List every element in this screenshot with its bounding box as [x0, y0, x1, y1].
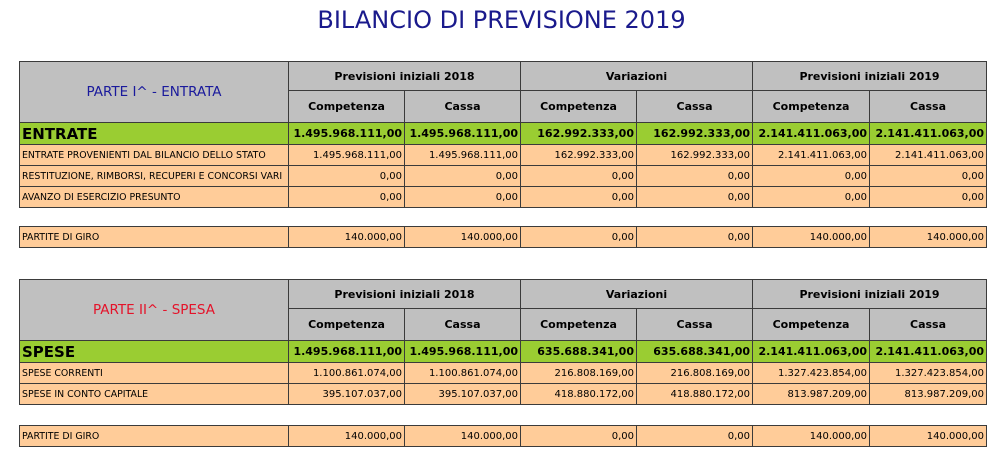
- cell-value: 140.000,00: [870, 227, 987, 248]
- cell-value: 2.141.411.063,00: [753, 341, 870, 363]
- cell-value: 140.000,00: [289, 227, 405, 248]
- cell-value: 0,00: [521, 166, 637, 187]
- cell-value: 0,00: [870, 166, 987, 187]
- row-label: RESTITUZIONE, RIMBORSI, RECUPERI E CONCORSI VARI: [20, 166, 289, 187]
- header-previsioni-2018: Previsioni iniziali 2018: [289, 280, 521, 309]
- page-title: BILANCIO DI PREVISIONE 2019: [317, 6, 686, 34]
- header-previsioni-2019: Previsioni iniziali 2019: [753, 62, 987, 91]
- cell-value: 0,00: [637, 426, 753, 447]
- cell-value: 0,00: [753, 187, 870, 208]
- cell-value: 2.141.411.063,00: [753, 145, 870, 166]
- row-label: PARTITE DI GIRO: [20, 426, 289, 447]
- header-cassa: Cassa: [637, 309, 753, 341]
- cell-value: 0,00: [637, 187, 753, 208]
- table-row: [20, 187, 987, 208]
- cell-value: 140.000,00: [870, 426, 987, 447]
- cell-value: 0,00: [637, 227, 753, 248]
- cell-value: 0,00: [521, 426, 637, 447]
- table-row: [20, 145, 987, 166]
- header-competenza: Competenza: [521, 91, 637, 123]
- header-cassa: Cassa: [870, 91, 987, 123]
- cell-value: 162.992.333,00: [521, 123, 637, 145]
- cell-value: 0,00: [289, 166, 405, 187]
- spesa-section-title: PARTE II^ - SPESA: [20, 280, 289, 341]
- cell-value: 216.808.169,00: [521, 363, 637, 384]
- cell-value: 0,00: [637, 166, 753, 187]
- cell-value: 395.107.037,00: [405, 384, 521, 405]
- partite-di-giro-row: [20, 227, 987, 248]
- cell-value: 1.100.861.074,00: [405, 363, 521, 384]
- cell-value: 216.808.169,00: [637, 363, 753, 384]
- row-label: SPESE: [20, 341, 289, 363]
- table-row: [20, 166, 987, 187]
- row-label: AVANZO DI ESERCIZIO PRESUNTO: [20, 187, 289, 208]
- cell-value: 0,00: [753, 166, 870, 187]
- cell-value: 1.100.861.074,00: [289, 363, 405, 384]
- header-previsioni-2018: Previsioni iniziali 2018: [289, 62, 521, 91]
- table-row: [20, 363, 987, 384]
- cell-value: 0,00: [870, 187, 987, 208]
- header-competenza: Competenza: [289, 91, 405, 123]
- cell-value: 1.327.423.854,00: [753, 363, 870, 384]
- header-cassa: Cassa: [405, 91, 521, 123]
- cell-value: 2.141.411.063,00: [870, 123, 987, 145]
- header-variazioni: Variazioni: [521, 62, 753, 91]
- cell-value: 635.688.341,00: [637, 341, 753, 363]
- cell-value: 1.495.968.111,00: [289, 123, 405, 145]
- header-competenza: Competenza: [753, 91, 870, 123]
- entrata-section-title: PARTE I^ - ENTRATA: [20, 62, 289, 123]
- cell-value: 2.141.411.063,00: [870, 145, 987, 166]
- cell-value: 0,00: [289, 187, 405, 208]
- header-competenza: Competenza: [289, 309, 405, 341]
- cell-value: 418.880.172,00: [521, 384, 637, 405]
- cell-value: 1.495.968.111,00: [289, 341, 405, 363]
- header-competenza: Competenza: [753, 309, 870, 341]
- cell-value: 140.000,00: [753, 227, 870, 248]
- cell-value: 140.000,00: [405, 227, 521, 248]
- cell-value: 1.495.968.111,00: [405, 341, 521, 363]
- row-label: SPESE CORRENTI: [20, 363, 289, 384]
- entrate-total-row: [20, 123, 987, 145]
- partite-di-giro-row: [20, 426, 987, 447]
- cell-value: 2.141.411.063,00: [870, 341, 987, 363]
- header-competenza: Competenza: [521, 309, 637, 341]
- row-label: ENTRATE: [20, 123, 289, 145]
- cell-value: 162.992.333,00: [521, 145, 637, 166]
- spese-total-row: [20, 341, 987, 363]
- row-label: SPESE IN CONTO CAPITALE: [20, 384, 289, 405]
- spesa-table: [19, 279, 987, 447]
- cell-value: 140.000,00: [753, 426, 870, 447]
- cell-value: 418.880.172,00: [637, 384, 753, 405]
- header-cassa: Cassa: [405, 309, 521, 341]
- cell-value: 813.987.209,00: [753, 384, 870, 405]
- entrata-table: [19, 61, 987, 248]
- cell-value: 162.992.333,00: [637, 145, 753, 166]
- cell-value: 162.992.333,00: [637, 123, 753, 145]
- row-label: ENTRATE PROVENIENTI DAL BILANCIO DELLO STATO: [20, 145, 289, 166]
- table-row: [20, 384, 987, 405]
- cell-value: 1.495.968.111,00: [405, 123, 521, 145]
- cell-value: 0,00: [405, 187, 521, 208]
- cell-value: 140.000,00: [289, 426, 405, 447]
- cell-value: 0,00: [521, 187, 637, 208]
- cell-value: 0,00: [405, 166, 521, 187]
- header-previsioni-2019: Previsioni iniziali 2019: [753, 280, 987, 309]
- cell-value: 395.107.037,00: [289, 384, 405, 405]
- cell-value: 1.495.968.111,00: [405, 145, 521, 166]
- cell-value: 1.495.968.111,00: [289, 145, 405, 166]
- cell-value: 635.688.341,00: [521, 341, 637, 363]
- header-cassa: Cassa: [870, 309, 987, 341]
- cell-value: 2.141.411.063,00: [753, 123, 870, 145]
- row-label: PARTITE DI GIRO: [20, 227, 289, 248]
- cell-value: 813.987.209,00: [870, 384, 987, 405]
- cell-value: 0,00: [521, 227, 637, 248]
- cell-value: 140.000,00: [405, 426, 521, 447]
- header-cassa: Cassa: [637, 91, 753, 123]
- cell-value: 1.327.423.854,00: [870, 363, 987, 384]
- header-variazioni: Variazioni: [521, 280, 753, 309]
